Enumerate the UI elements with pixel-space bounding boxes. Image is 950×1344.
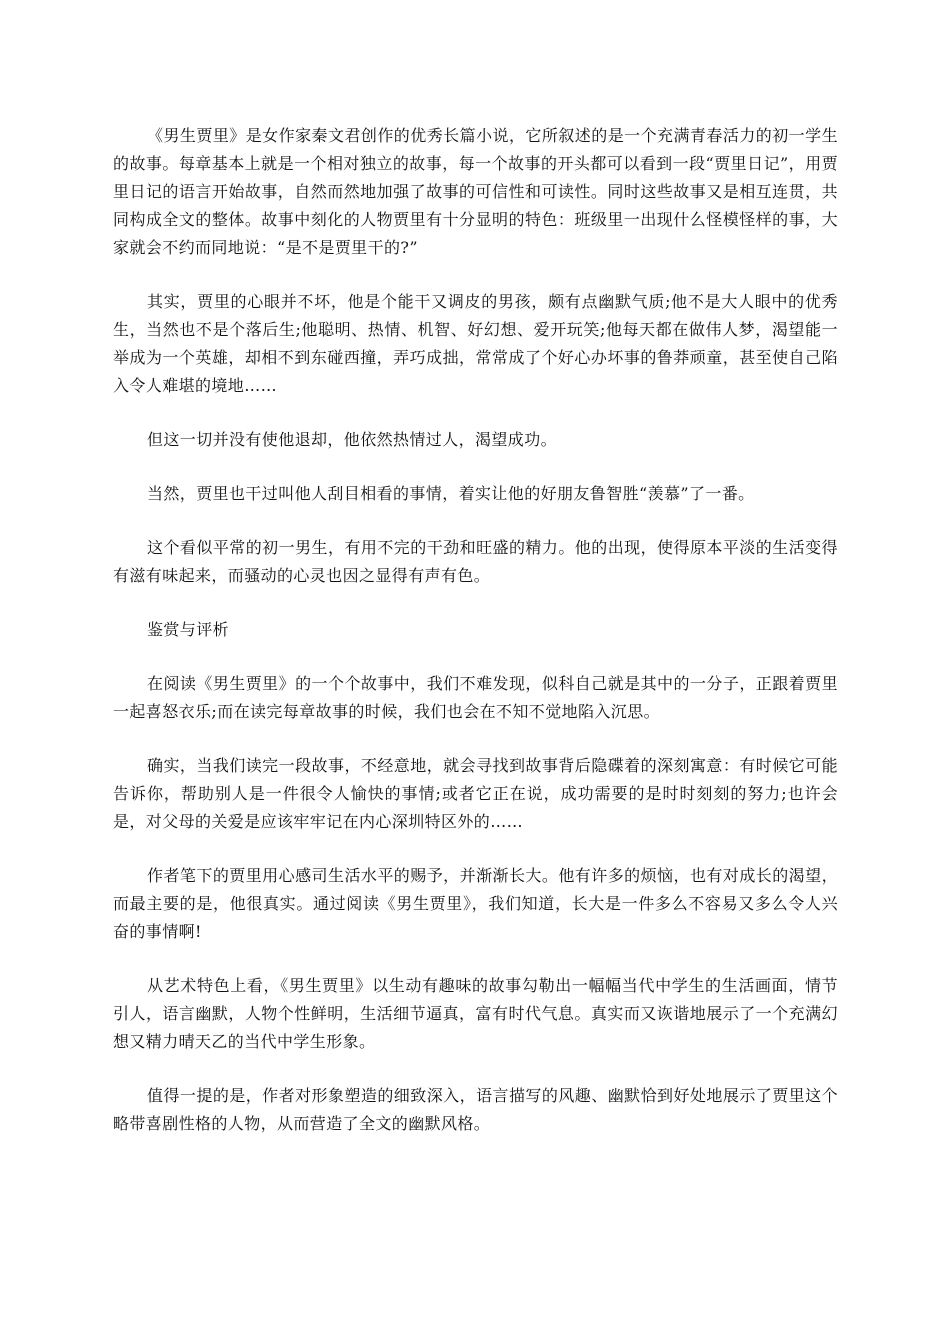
paragraph-growth: 作者笔下的贾里用心感司生活水平的赐予，并渐渐长大。他有许多的烦恼，也有对成长的渴望，而最主要的是，他很真实。通过阅读《男生贾里》，我们知道，长大是一件多么不容易又多么令人兴奋的事情啊! [113,866,838,941]
paragraph-intro: 《男生贾里》是女作家秦文君创作的优秀长篇小说，它所叙述的是一个充满青春活力的初一学生的故事。每章基本上就是一个相对独立的故事，每一个故事的开头都可以看到一段“贾里日记”，用贾里日记的语言开始故事，自然而然地加强了故事的可信性和可读性。同时这些故事又是相互连贯，共同构成全文的整体。故事中刻化的人物贾里有十分显明的特色：班级里一出现什么怪模怪样的事，大家就会不约而同地说：“是不是贾里干的?” [113,126,838,257]
section-heading: 鉴赏与评析 [147,620,230,639]
document-page [113,122,838,1164]
paragraph-meaning: 确实，当我们读完一段故事，不经意地，就会寻找到故事背后隐碟着的深刻寓意：有时候它可能告诉你，帮助别人是一件很令人愉快的事情;或者它正在说，成功需要的是时时刻刻的努力;也许会是，对父母的关爱是应该牢牢记在内心深圳特区外的…… [113,756,838,831]
paragraph-reading: 在阅读《男生贾里》的一个个故事中，我们不难发现，似科自己就是其中的一分子，正跟着贾里一起喜怒衣乐;而在读完每章故事的时候，我们也会在不知不觉地陷入沉思。 [113,674,838,721]
paragraph-admiration: 当然，贾里也干过叫他人刮目相看的事情，着实让他的好朋友鲁智胜“羡慕”了一番。 [147,484,755,503]
paragraph-art: 从艺术特色上看，《男生贾里》以生动有趣味的故事勾勒出一幅幅当代中学生的生活画面，情节引人，语言幽默，人物个性鲜明，生活细节逼真，富有时代气息。真实而又诙谐地展示了一个充满幻想又精力晴天乙的当代中学生形象。 [113,976,838,1051]
paragraph-persistence: 但这一切并没有使他退却，他依然热情过人，渴望成功。 [147,430,558,449]
paragraph-style: 值得一提的是，作者对形象塑造的细致深入，语言描写的风趣、幽默恰到好处地展示了贾里这个略带喜剧性格的人物，从而营造了全文的幽默风格。 [113,1086,838,1133]
paragraph-character: 其实，贾里的心眼并不坏，他是个能干又调皮的男孩，颇有点幽默气质;他不是大人眼中的优秀生，当然也不是个落后生;他聪明、热情、机智、好幻想、爱开玩笑;他每天都在做伟人梦，渴望能一举成为一个英雄，却相不到东碰西撞，弄巧成拙，常常成了个好心办坏事的鲁莽顽童，甚至使自己陷入令人难堪的境地…… [113,292,838,395]
paragraph-energy: 这个看似平常的初一男生，有用不完的干劲和旺盛的精力。他的出现，使得原本平淡的生活变得有滋有味起来，而骚动的心灵也因之显得有声有色。 [113,538,838,585]
